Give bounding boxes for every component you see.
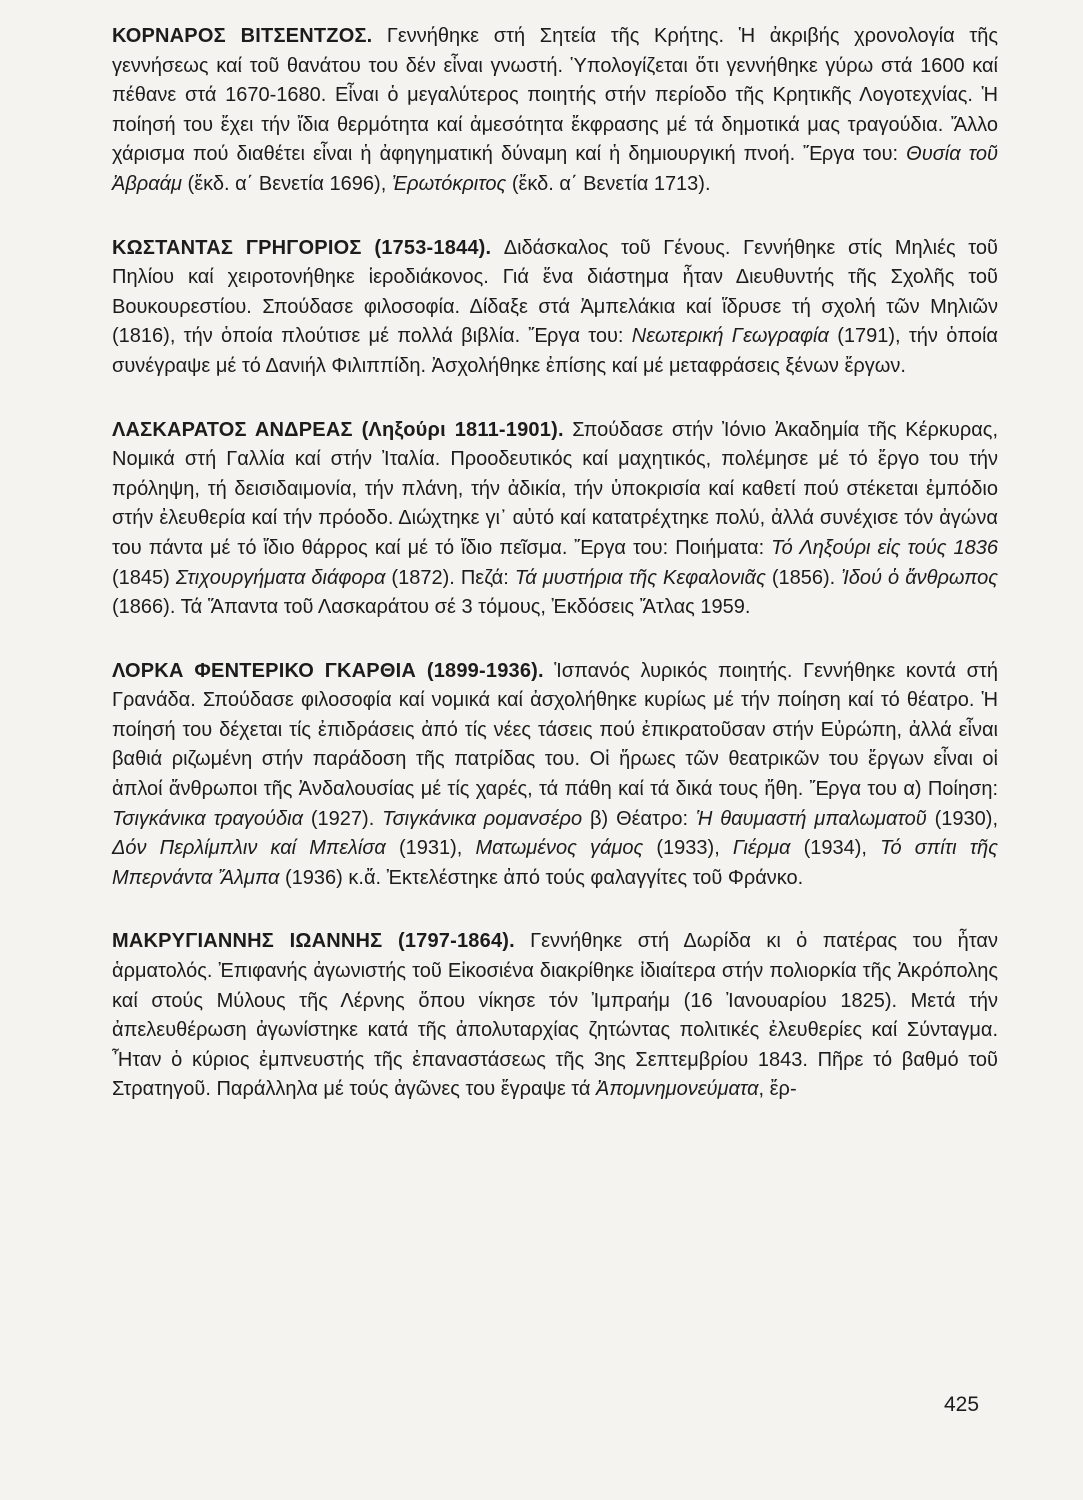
entry-text: (1872). Πεζά: <box>385 566 515 589</box>
entry-text: Σπούδασε στήν Ἰόνιο Ἀκαδημία τῆς Κέρκυρας, Νομικά στή Γαλλία καί στήν Ἰταλία. Προοδευτικός καί μαχητικός, πολέμησε μέ τό ἔργο του τήν πρόληψη, τή δεισιδαιμονία, τήν πλάνη, τήν ἀδικία, τήν ὑποκρισία καί καθετί πού στέκεται ἐμπόδιο στήν ἐλευθερία καί τήν πρόοδο. Διώχτηκε γι᾽ αὐτό καί κατατρέχτηκε πολύ, ἀλλά συνέχισε τόν ἀγώνα του πάντα μέ τό ἴδιο θάρρος καί μέ τό ἴδιο πεῖσμα. Ἔργα του: Ποιήματα: <box>112 418 998 559</box>
entry <box>112 416 998 623</box>
entry-heading: ΛΑΣΚΑΡΑΤΟΣ ΑΝΔΡΕΑΣ <box>112 418 353 441</box>
work-title: Τό Ληξούρι εἰς τούς 1836 <box>771 536 999 559</box>
work-title: Τσιγκάνικα τραγούδια <box>112 807 303 830</box>
entry-text: (1866). Τά Ἅπαντα τοῦ Λασκαράτου σέ 3 τόμους, Ἐκδόσεις Ἄτλας 1959. <box>112 596 751 619</box>
entry-text: (1927). <box>303 807 383 830</box>
work-title: Θυσία τοῦ Ἀβραάμ <box>112 143 998 195</box>
heading-separator: . <box>509 930 531 953</box>
entry <box>112 657 998 894</box>
entry-text: (ἔκδ. α΄ Βενετία 1696), <box>182 172 392 195</box>
work-title: Στιχουργήματα διάφορα <box>175 566 386 589</box>
heading-separator: . <box>366 25 387 47</box>
entry <box>112 22 998 200</box>
entry-text: Γεννήθηκε στή Σητεία τῆς Κρήτης. Ἡ ἀκριβής χρονολογία τῆς γεννήσεως καί τοῦ θανάτου του δέν εἶναι γνωστή. Ὑπολογίζεται ὅτι γεννήθηκε γύρω στά 1600 καί πέθανε στά 1670-1680. Εἶναι ὁ μεγαλύτερος ποιητής στήν περίοδο τῆς Κρητικῆς Λογοτεχνίας. Ἡ ποίησή του ἔχει τήν ἴδια θερμότητα καί ἀμεσότητα ἔκφρασης μέ τά δημοτικά μας τραγούδια. Ἄλλο χάρισμα πού διαθέτει εἶναι ἡ ἀφηγηματική δύναμη καί ἡ δημιουργική πνοή. Ἔργα του: <box>112 25 998 166</box>
entry-text: , ἔρ- <box>758 1078 797 1101</box>
entry-dates: (1753-1844) <box>361 236 486 259</box>
page-number: 425 <box>944 1393 980 1416</box>
work-title: Ἰδού ὁ ἄνθρωπος <box>841 566 999 589</box>
work-title: Γιέρμα <box>732 837 791 860</box>
entry-heading: ΚΟΡΝΑΡΟΣ ΒΙΤΣΕΝΤΖΟΣ <box>112 25 367 47</box>
entry-heading: ΛΟΡΚΑ ΦΕΝΤΕΡΙΚΟ ΓΚΑΡΘΙΑ <box>112 659 417 682</box>
entry-dates: (1899-1936) <box>416 659 539 682</box>
entry-dates: (1797-1864) <box>382 930 510 953</box>
entry <box>112 927 998 1105</box>
work-title: Ἀπομνημονεύματα <box>596 1078 759 1101</box>
work-title: Τά μυστήρια τῆς Κεφαλονιᾶς <box>514 566 766 589</box>
work-title: Ἐρωτόκριτος <box>391 172 507 195</box>
entry-text: (1934), <box>790 837 881 860</box>
entry-text: (1930), <box>926 807 999 830</box>
work-title: Ἡ θαυμαστή μπαλωματοῦ <box>695 807 927 830</box>
entry-text: (1933), <box>643 837 733 860</box>
work-title: Δόν Περλίμπλιν καί Μπελίσα <box>112 837 386 860</box>
entry-dates: (Ληξούρι 1811-1901) <box>352 418 558 441</box>
entry-text: Ἱσπανός λυρικός ποιητής. Γεννήθηκε κοντά στή Γρανάδα. Σπούδασε φιλοσοφία καί νομικά καί ἀσχολήθηκε κυρίως μέ τήν ποίηση καί τό θέατρο. Ἡ ποίησή του δέχεται τίς ἐπιδράσεις ἀπό τίς νέες τάσεις πού ἐπικρατοῦσαν στήν Εὐρώπη, ἀλλά εἶναι βαθιά ριζωμένη στήν παράδοση τῆς πατρίδας του. Οἱ ἥρωες τῶν θεατρικῶν του ἔργων εἶναι οἱ ἁπλοί ἄνθρωποι τῆς Ἀνδαλουσίας μέ τίς χαρές, τά πάθη καί τά δικά τους ἤθη. Ἔργα του α) Ποίηση: <box>112 659 998 801</box>
entry-text: (1845) <box>112 566 176 589</box>
entry-text: (1856). <box>765 566 842 589</box>
entry-heading: ΚΩΣΤΑΝΤΑΣ ΓΡΗΓΟΡΙΟΣ <box>112 236 362 259</box>
work-title: Νεωτερική Γεωγραφία <box>631 325 829 348</box>
entry-text: Γεννήθηκε στή Δωρίδα κι ὁ πατέρας του ἦταν ἁρματολός. Ἐπιφανής ἀγωνιστής τοῦ Εἰκοσιένα διακρίθηκε ἰδιαίτερα στήν πολιορκία τῆς Ἀκρόπολης καί στούς Μύλους τῆς Λέρνης ὅπου νίκησε τόν Ἰμπραήμ (16 Ἰανουαρίου 1825). Μετά τήν ἀπελευθέρωση ἀγωνίστηκε κατά τῆς ἀπολυταρχίας ζητώντας πολιτικές ἐλευθερίες καί Σύνταγμα. Ἦταν ὁ κύριος ἐμπνευστής τῆς ἐπαναστάσεως τῆς 3ης Σεπτεμβρίου 1843. Πῆρε τό βαθμό τοῦ Στρατηγοῦ. Παράλληλα μέ τούς ἀγῶνες του ἔγραψε τά <box>112 930 998 1101</box>
work-title: Τσιγκάνικα ρομανσέρο <box>382 807 583 830</box>
entries-list <box>112 22 998 1139</box>
entry-text: (1936) κ.ἄ. Ἐκτελέστηκε ἀπό τούς φαλαγγίτες τοῦ Φράνκο. <box>279 866 804 889</box>
work-title: Τό σπίτι τῆς Μπερνάντα Ἄλμπα <box>112 837 999 889</box>
entry-text: β) Θέατρο: <box>582 807 696 830</box>
entry-heading: ΜΑΚΡΥΓΙΑΝΝΗΣ ΙΩΑΝΝΗΣ <box>112 930 383 953</box>
heading-separator: . <box>538 659 555 682</box>
entry-text: Διδάσκαλος τοῦ Γένους. Γεννήθηκε στίς Μηλιές τοῦ Πηλίου καί χειροτονήθηκε ἱεροδιάκονος. Γιά ἕνα διάστημα ἦταν Διευθυντής τῆς Σχολῆς τοῦ Βουκουρεστίου. Σπούδασε φιλοσοφία. Δίδαξε στά Ἀμπελάκια καί ἵδρυσε τή σχολή τῶν Μηλιῶν (1816), τήν ὁποία πλούτισε μέ πολλά βιβλία. Ἔργα του: <box>112 236 998 348</box>
entry-text: (1791), τήν ὁποία συνέγραψε μέ τό Δανιήλ Φιλιππίδη. Ἀσχολήθηκε ἐπίσης καί μέ μεταφράσεις ξένων ἔργων. <box>112 325 998 377</box>
entry <box>112 234 998 382</box>
entry-text: (ἔκδ. α΄ Βενετία 1713). <box>506 172 711 195</box>
heading-separator: . <box>557 418 573 441</box>
entry-text: (1931), <box>385 837 476 860</box>
work-title: Ματωμένος γάμος <box>475 837 644 860</box>
heading-separator: . <box>485 236 504 259</box>
